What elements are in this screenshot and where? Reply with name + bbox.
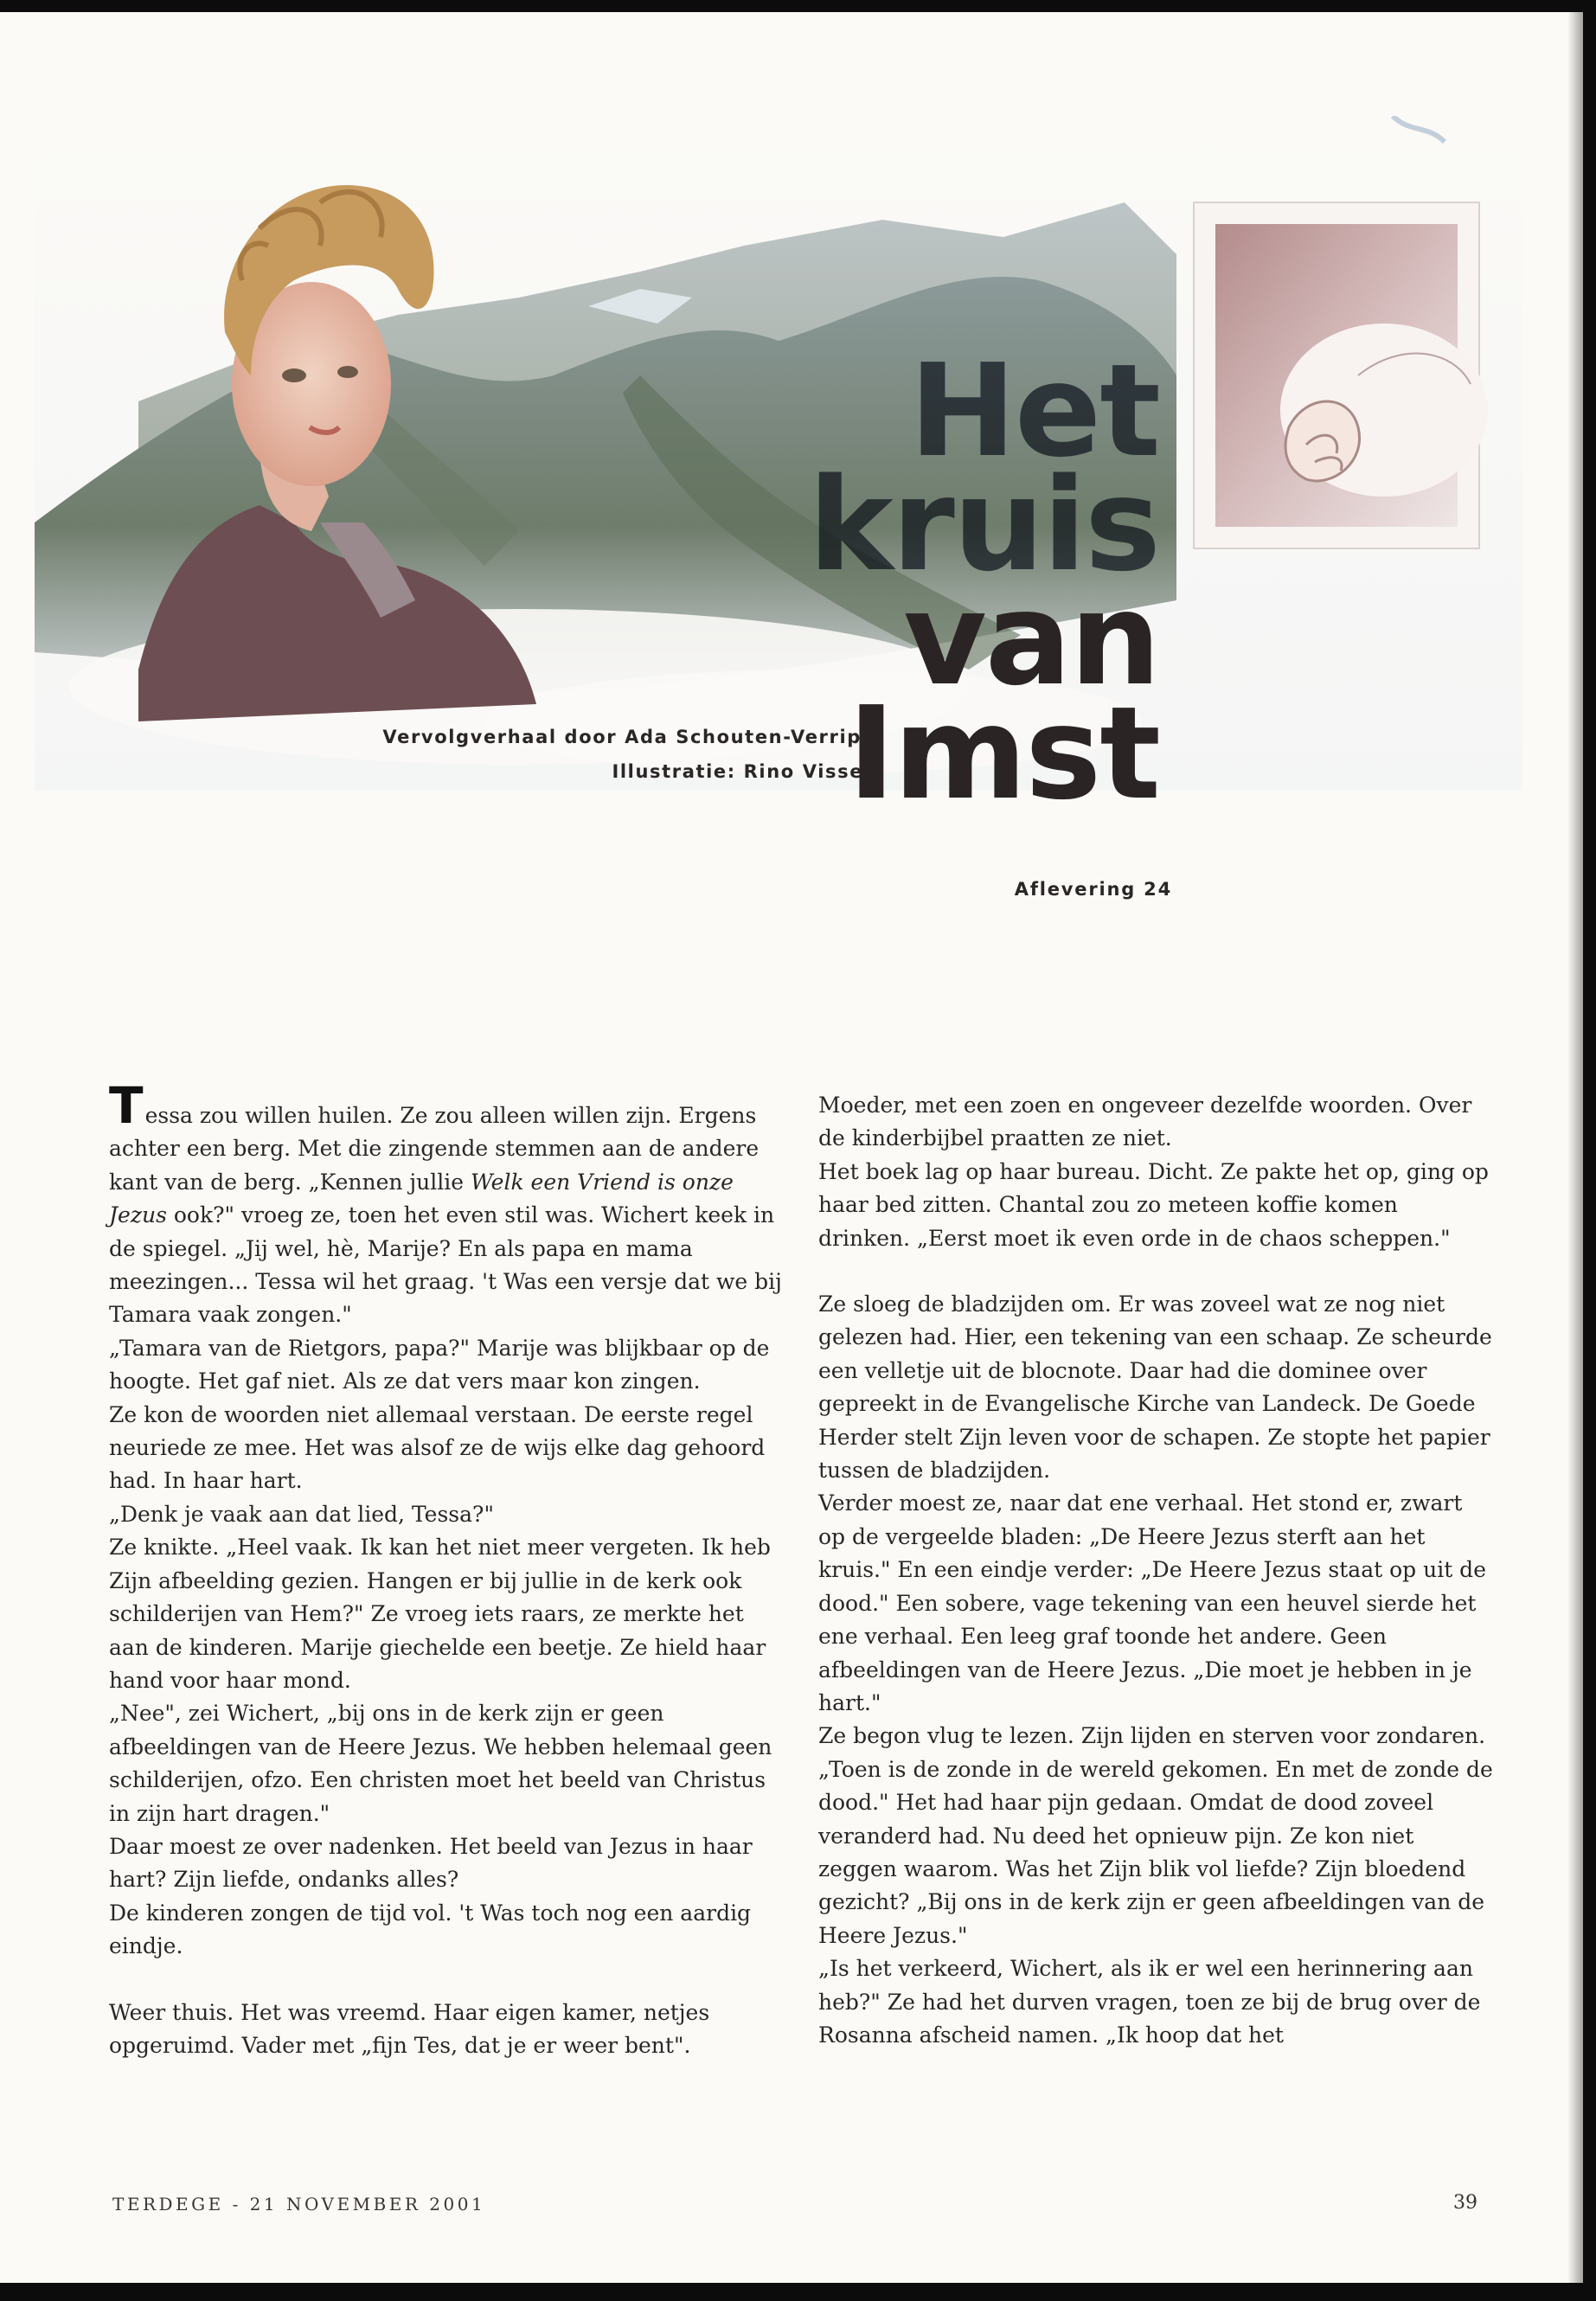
credits (382, 720, 874, 789)
right-column (818, 1089, 1495, 2052)
title-line-kruis: kruis (808, 451, 1159, 599)
title-line-van: van (903, 565, 1159, 714)
paragraph: „Is het verkeerd, Wichert, als ik er wel een herinnering aan heb?" Ze had het durven vragen, toen ze bij de brug over de Rosanna afscheid namen. „Ik hoop dat het (818, 1956, 1481, 2048)
paragraph: Ze begon vlug te lezen. Zijn lijden en sterven voor zondaren. „Toen is de zonde in de wereld gekomen. En met de zonde de dood." Het had haar pijn gedaan. Omdat de dood zoveel veranderd had. Nu deed het opnieuw pijn. Ze kon niet zeggen waarom. Was het Zijn blik vol liefde? Zijn bloedend gezicht? „Bij ons in de kerk zijn er geen afbeeldingen van de Heere Jezus." (818, 1723, 1493, 1948)
paragraph: Moeder, met een zoen en ongeveer dezelfde woorden. Over de kinderbijbel praatten ze niet. (818, 1093, 1472, 1151)
page-fold-shadow (1567, 12, 1583, 2283)
paragraph: De kinderen zongen de tijd vol. 't Was toch nog een aardig eindje. (109, 1900, 752, 1959)
title-line-het: Het (909, 336, 1159, 485)
title-line-imst: Imst (847, 679, 1159, 828)
drop-cap: T (109, 1076, 144, 1135)
song-title: Welk een Vriend is onze Jezus (109, 1169, 734, 1228)
author-credit: Vervolgverhaal door Ada Schouten-Verrips (382, 727, 874, 747)
episode-label: Aflevering 24 (1014, 879, 1172, 900)
paragraph: „Tamara van de Rietgors, papa?" Marije was blijkbaar op de hoogte. Het gaf niet. Als ze dat vers maar kon zingen. (109, 1335, 770, 1394)
paragraph: Tessa zou willen huilen. Ze zou alleen willen zijn. Ergens achter een berg. Met die zingende stemmen aan de andere kant van de berg. „Kennen jullie Welk een Vriend is onze Jezus ook?" vroeg ze, toen het even stil was. Wichert keek in de spiegel. „Jij wel, hè, Marije? En als papa en mama meezingen... Tessa wil het graag. 't Was een versje dat we bij Tamara vaak zongen." (109, 1076, 782, 1328)
paragraph: Verder moest ze, naar dat ene verhaal. Het stond er, zwart op de vergeelde bladen: „De Heere Jezus sterft aan het kruis." En een eindje verder: „De Heere Jezus staat op uit de dood." Een sobere, vage tekening van een heuvel sierde het ene verhaal. Een leeg graf toonde het andere. Geen afbeeldingen van de Heere Jezus. „Die moet je hebben in je hart." (818, 1490, 1486, 1715)
left-column (109, 1076, 785, 2062)
footer-publication: TERDEGE - 21 NOVEMBER 2001 (112, 2194, 486, 2214)
paragraph: Ze kon de woorden niet allemaal verstaan. De eerste regel neuriede ze mee. Het was alsof ze de wijs elke dag gehoord had. In haar hart. (109, 1401, 766, 1494)
paragraph: „Denk je vaak aan dat lied, Tessa?" (109, 1501, 494, 1527)
illustrator-credit: Illustratie: Rino Visser (612, 761, 874, 782)
paragraph: Daar moest ze over nadenken. Het beeld van Jezus in haar hart? Zijn liefde, ondanks alles? (109, 1833, 753, 1893)
paragraph: Het boek lag op haar bureau. Dicht. Ze pakte het op, ging op haar bed zitten. Chantal zou zo meteen koffie komen drinken. „Eerst moet ik even orde in de chaos scheppen." (818, 1158, 1489, 1251)
paragraph: „Nee", zei Wichert, „bij ons in de kerk zijn er geen afbeeldingen van de Heere Jezus. We hebben helemaal geen schilderijen, ofzo. Een christen moet het beeld van Christus in zijn hart dragen." (109, 1701, 772, 1826)
paragraph: Weer thuis. Het was vreemd. Haar eigen kamer, netjes opgeruimd. Vader met „fijn Tes, dat je er weer bent". (109, 1999, 710, 2058)
magazine-page (0, 12, 1583, 2283)
paragraph: Ze knikte. „Heel vaak. Ik kan het niet meer vergeten. Ik heb Zijn afbeelding gezien. Hangen er bij jullie in de kerk ook schilderijen van Hem?" Ze vroeg iets raars, ze merkte het aan de kinderen. Marije giechelde een beetje. Ze hield haar hand voor haar mond. (109, 1535, 771, 1693)
page-number: 39 (1453, 2192, 1477, 2214)
header-illustration (35, 116, 1522, 791)
paragraph: Ze sloeg de bladzijden om. Er was zoveel wat ze nog niet gelezen had. Hier, een tekening van een schaap. Ze scheurde een velletje uit de blocnote. Daar had die dominee over gepreekt in de Evangelische Kirche van Landeck. De Goede Herder stelt Zijn leven voor de schapen. Ze stopte het papier tussen de bladzijden. (818, 1292, 1492, 1484)
